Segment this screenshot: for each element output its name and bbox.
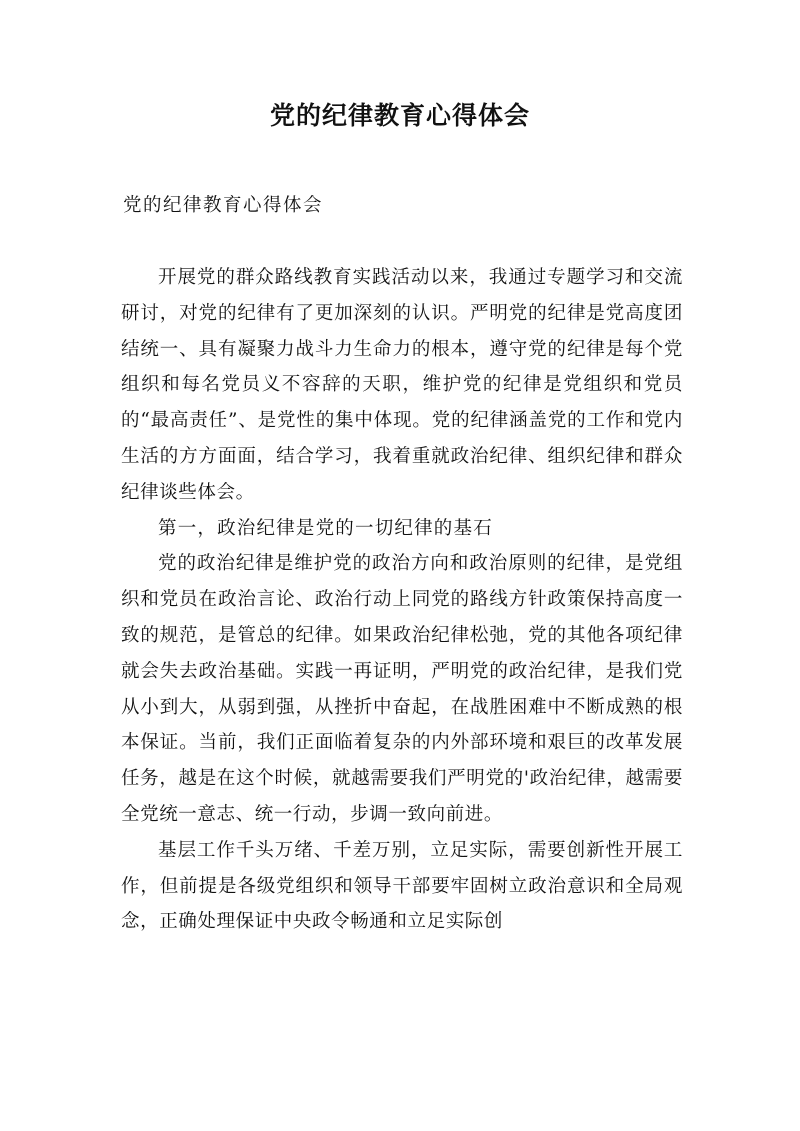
document-title: 党的纪律教育心得体会 [269, 101, 530, 130]
paragraph-political-discipline: 党的政治纪律是维护党的政治方向和政治原则的纪律，是党组织和党员在政治言论、政治行动上同党的路线方针政策保持高度一致的规范，是管总的纪律。如果政治纪律松弛，党的其他各项纪律就会失去政治基础。实践一再证明，严明党的政治纪律，是我们党从小到大，从弱到强，从挫折中奋起，在战胜困难中不断成熟的根本保证。当前，我们正面临着复杂的内外部环境和艰巨的改革发展任务，越是在这个时候，就越需要我们严明党的'政治纪律，越需要全党统一意志、统一行动，步调一致向前进。 [121, 553, 683, 825]
document-subtitle: 党的纪律教育心得体会 [123, 195, 324, 216]
paragraph-intro: 开展党的群众路线教育实践活动以来，我通过专题学习和交流研讨，对党的纪律有了更加深刻的认识。严明党的纪律是党高度团结统一、具有凝聚力战斗力生命力的根本，遵守党的纪律是每个党组织和每名党员义不容辞的天职，维护党的纪律是党组织和党员的“最高责任”、是党性的集中体现。党的纪律涵盖党的工作和党内生活的方方面面，结合学习，我着重就政治纪律、组织纪律和群众纪律谈些体会。 [121, 267, 683, 503]
paragraph-grassroots-work: 基层工作千头万绪、千差万别，立足实际，需要创新性开展工作，但前提是各级党组织和领导干部要牢固树立政治意识和全局观念，正确处理保证中央政令畅通和立足实际创 [121, 839, 683, 933]
section-heading-political-discipline: 第一，政治纪律是党的一切纪律的基石 [158, 517, 493, 539]
document-body [121, 260, 683, 940]
